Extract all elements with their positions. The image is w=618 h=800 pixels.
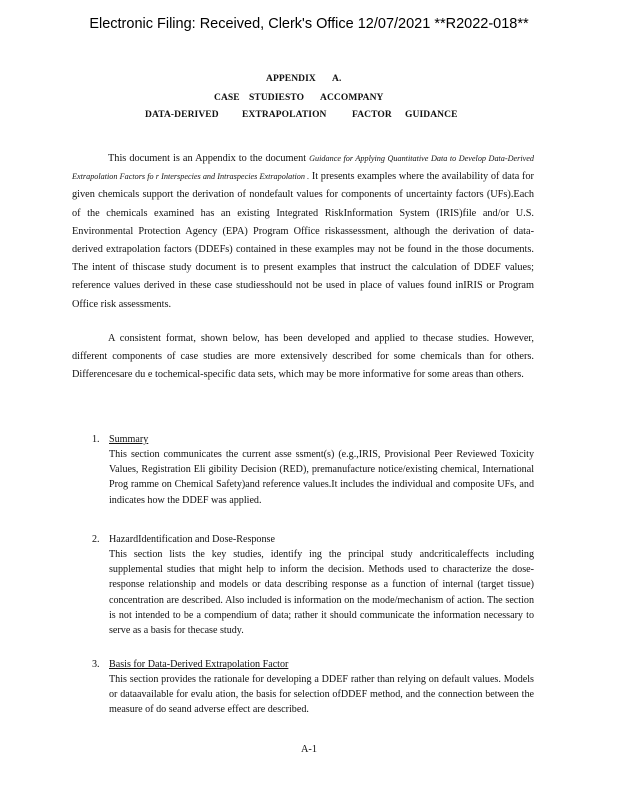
page-number: A-1 <box>300 744 317 755</box>
title-case: CASE <box>214 93 240 103</box>
list-text: This section provides the rationale for developing a DDEF rather than relying on default values. Models or dataavailable for evalu ation, the basis for selection ofDDEF method, and the connection between the measure of do seand adverse effect are described. <box>109 674 534 716</box>
list-text: This section communicates the current asse ssment(s) (e.g.,IRIS, Provisional Peer Reviewed Toxicity Values, Registration Eli gibility Decision (RED), premanufacture notice/existing chemical, International Prog ramme on Chemical Safety)and reference values.It includes the individual and composite UFs, and indicates how the DDEF was applied. <box>109 449 534 506</box>
list-heading: Summary <box>109 434 149 445</box>
title-accompany: ACCOMPANY <box>320 93 384 103</box>
title-data-derived: DATA-DERIVED <box>145 110 219 120</box>
list-text: This section lists the key studies, identify ing the principal study andcriticaleffects including supplemental studies that might help to inform the decision. Methods used to characterize the dose-response relationship and models or data describing response as a function of internal (target tissue) concentration are described. Also included is information on the mode/mechanism of action. The section is not intended to be a compendium of data; rather it should communicate the information necessary to serve as a basis for thecase study. <box>109 549 534 637</box>
list-number: 3. <box>92 659 100 670</box>
title-appendix: APPENDIX <box>266 74 316 84</box>
list-number: 1. <box>92 434 100 445</box>
title-appendix-letter: A. <box>332 74 342 84</box>
format-paragraph: A consistent format, shown below, has been developed and applied to thecase studies. However, different components of case studies are more extensively described for some chemicals than for others. Differencesare du e tochemical-specific data sets, which may be more informative for some areas than others. <box>72 333 534 381</box>
intro-text-rest: It presents examples where the availability of data for given chemicals support the derivation of nondefault values for components of uncertainty factors (UFs).Each of the chemicals examined has an existing Integrated RiskInformation System (IRIS)file and/or U.S. Environmental Protection Agency (EPA) Program Office riskassessment, although the derivation of data-derived extrapolation factors (DDEFs) contained in these examples may not be found in the those documents. The intent of thiscase study document is to present examples that instruct the calculation of DDEF values; reference values derived in these case studiesshould not be used in place of values found inIRIS or Program Office risk assessments. <box>72 171 534 310</box>
list-heading: HazardIdentification and Dose-Response <box>109 534 275 545</box>
title-factor: FACTOR <box>352 110 392 120</box>
title-studies-to: STUDIESTO <box>249 93 305 103</box>
intro-text-start: This document is an Appendix to the document <box>108 153 310 164</box>
title-extrapolation: EXTRAPOLATION <box>242 110 327 120</box>
filing-header: Electronic Filing: Received, Clerk's Office 12/07/2021 **R2022-018** <box>89 16 529 32</box>
list-heading: Basis for Data-Derived Extrapolation Factor <box>109 659 289 670</box>
list-number: 2. <box>92 534 100 545</box>
intro-paragraph <box>72 150 534 314</box>
title-guidance: GUIDANCE <box>405 110 458 120</box>
guidance-document-title: Guidance for Applying Quantitative Data to Develop Data-Derived Extrapolation Factors fo r Interspecies and Intraspecies Extrapolation . <box>72 154 534 182</box>
